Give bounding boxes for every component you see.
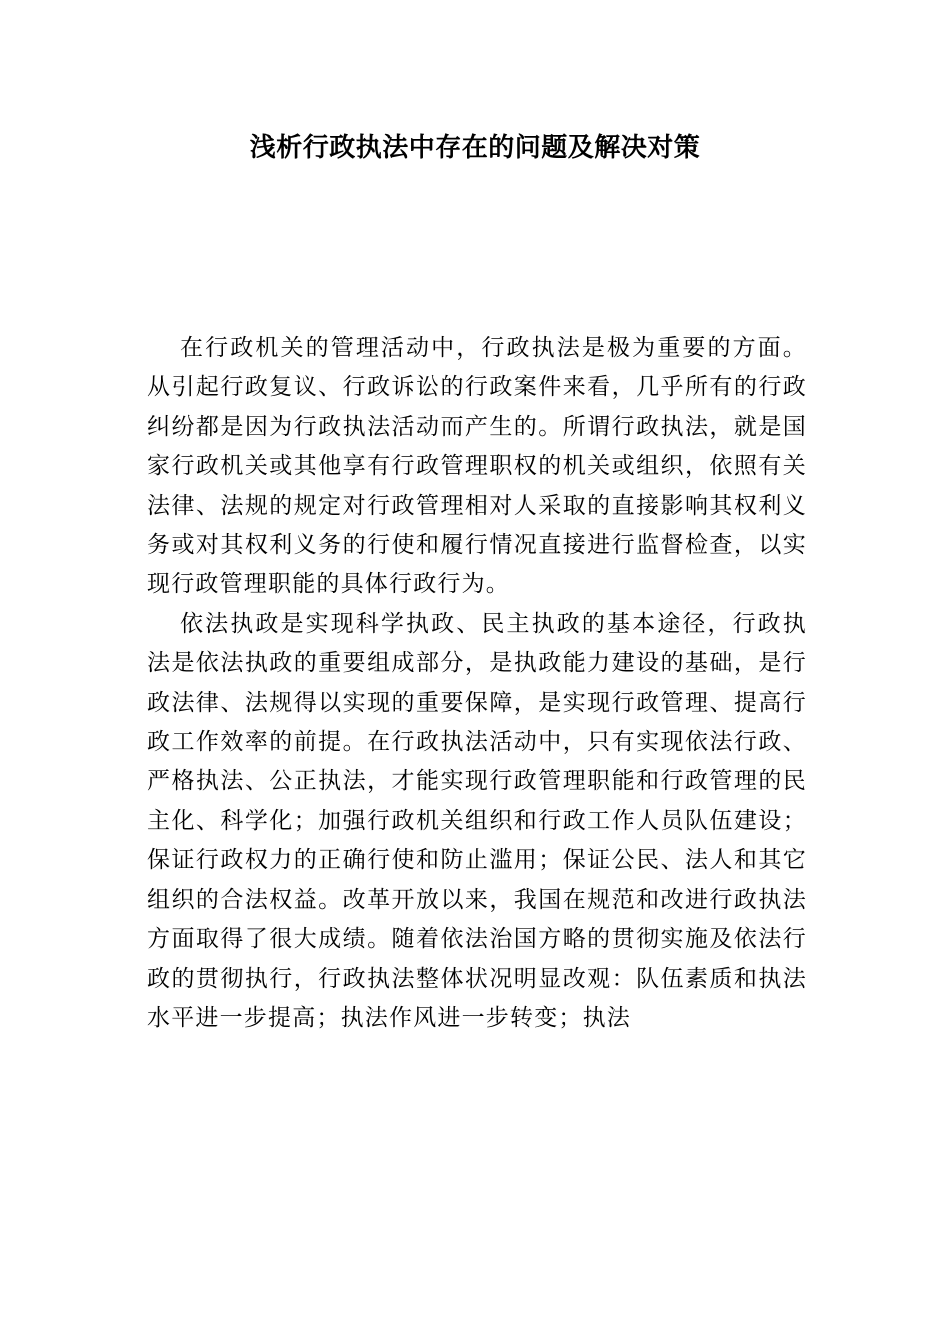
document-title: 浅析行政执法中存在的问题及解决对策 <box>249 133 701 163</box>
paragraph-1: 在行政机关的管理活动中，行政执法是极为重要的方面。从引起行政复议、行政诉讼的行政案件来看，几乎所有的行政纠纷都是因为行政执法活动而产生的。所谓行政执法，就是国家行政机关或其他享有行政管理职权的机关或组织，依照有关法律、法规的规定对行政管理相对人采取的直接影响其权利义务或对其权利义务的行使和履行情况直接进行监督检查，以实现行政管理职能的具体行政行为。 <box>147 335 807 598</box>
document-body <box>147 329 807 1038</box>
paragraph-2: 依法执政是实现科学执政、民主执政的基本途径，行政执法是依法执政的重要组成部分，是执政能力建设的基础，是行政法律、法规得以实现的重要保障，是实现行政管理、提高行政工作效率的前提。在行政执法活动中，只有实现依法行政、严格执法、公正执法，才能实现行政管理职能和行政管理的民主化、科学化；加强行政机关组织和行政工作人员队伍建设；保证行政权力的正确行使和防止滥用；保证公民、法人和其它组织的合法权益。改革开放以来，我国在规范和改进行政执法方面取得了很大成绩。随着依法治国方略的贯彻实施及依法行政的贯彻执行，行政执法整体状况明显改观：队伍素质和执法水平进一步提高；执法作风进一步转变；执法 <box>147 610 807 1031</box>
